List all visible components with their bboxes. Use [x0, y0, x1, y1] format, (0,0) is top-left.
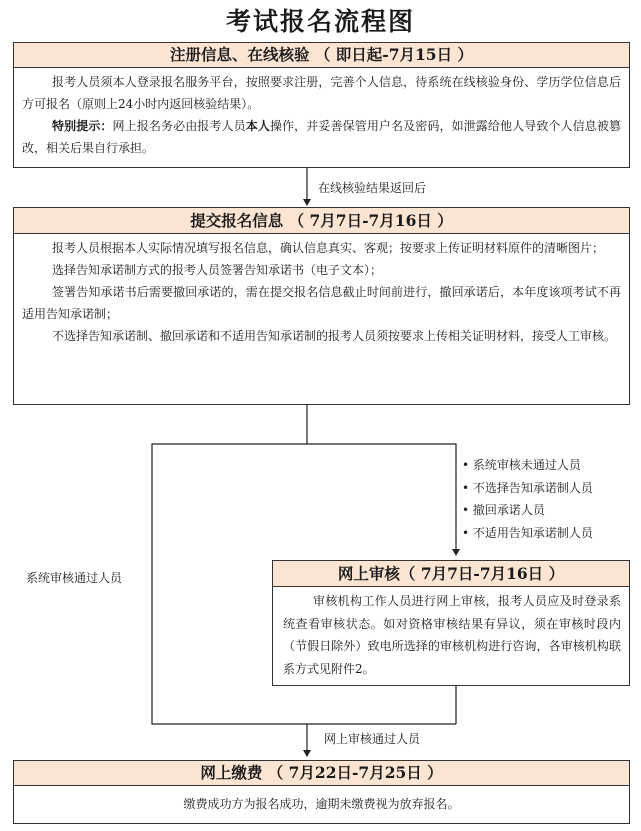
step2-body [13, 234, 630, 405]
step2-para: 不选择告知承诺制、撤回承诺和不适用告知承诺制的报考人员须按要求上传相关证明材料，接受人工审核。 [52, 329, 617, 343]
step1-header: 注册信息、在线核验 （ 即日起-7月15日 ） [13, 42, 630, 68]
step1-para2-post: 操作，并妥善保管用户名及密码，如泄露给他人导致个人信息被篡改，相关后果自行承担。 [22, 119, 621, 155]
arrow1-label: 在线核验结果返回后 [318, 181, 427, 195]
step1-para2-pre: 网上报名务必由报考人员 [112, 119, 246, 133]
step4-body [13, 786, 630, 824]
arrow-to-step3 [307, 444, 456, 555]
left-branch-label: 系统审核通过人员 [26, 571, 123, 585]
step4-header: 网上缴费 （ 7月22日-7月25日 ） [13, 760, 630, 786]
step2-para: 选择告知承诺制方式的报考人员签署告知承诺书（电子文本）； [52, 263, 383, 277]
step2-para: 签署告知承诺书后需要撤回承诺的，需在提交报名信息截止时间前进行，撤回承诺后，本年度该项考试不再适用告知承诺制； [22, 285, 621, 321]
special-note-label: 特别提示： [52, 119, 113, 133]
review-criteria-list [462, 454, 593, 545]
step2-header: 提交报名信息 （ 7月7日-7月16日 ） [13, 207, 630, 234]
step3-para: 审核机构工作人员进行网上审核，报考人员应及时登录系统查看审核状态。如对资格审核结果有异议，须在审核时段内（节假日除外）致电所选择的审核机构进行咨询，各审核机构联系方式见附件2。 [283, 594, 621, 676]
step3-header: 网上审核（ 7月7日-7月16日 ） [272, 560, 630, 587]
step3-body [272, 587, 630, 686]
arrow4-label: 网上审核通过人员 [324, 732, 421, 746]
step1-para2-bold: 本人 [245, 119, 270, 133]
step4-para: 缴费成功方为报名成功，逾期未缴费视为放弃报名。 [183, 797, 460, 811]
review-criteria-item: • 系统审核未通过人员 [462, 458, 581, 472]
step2-para: 报考人员根据本人实际情况填写报名信息，确认信息真实、客观；按要求上传证明材料原件的清晰图片； [52, 241, 605, 255]
step1-body [13, 68, 630, 168]
step1-para2 [22, 115, 621, 159]
review-criteria-item: • 不选择告知承诺制人员 [462, 480, 593, 495]
step1-para1: 报考人员须本人登录报名服务平台，按照要求注册，完善个人信息，待系统在线核验身份、学历学位信息后方可报名（原则上24小时内返回核验结果）。 [22, 75, 621, 111]
page-title: 考试报名流程图 [225, 7, 415, 36]
review-criteria-item: • 撤回承诺人员 [462, 503, 545, 518]
review-criteria-item: • 不适用告知承诺制人员 [462, 526, 593, 541]
